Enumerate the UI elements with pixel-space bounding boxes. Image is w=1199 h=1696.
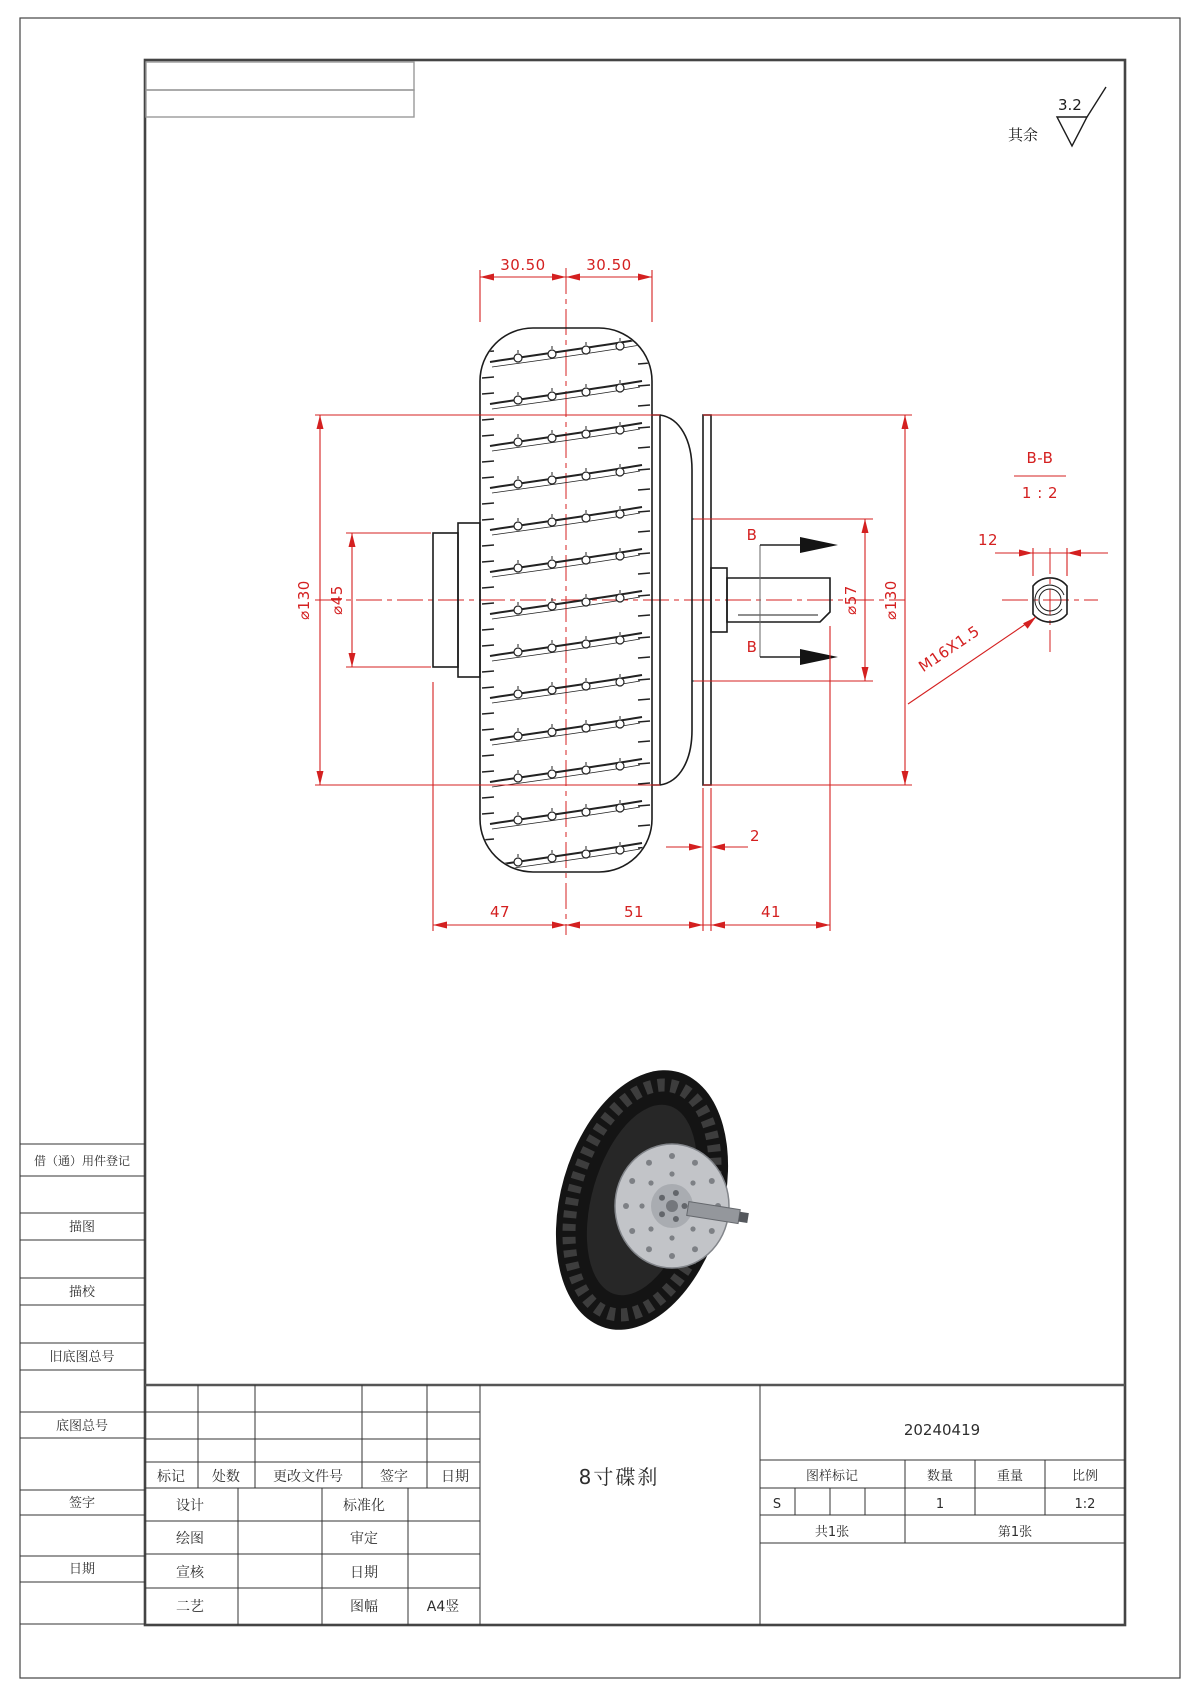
sign-process: 二艺	[176, 1599, 204, 1615]
stamp-header-weight: 重量	[996, 1469, 1024, 1484]
dim-dia-57: ⌀57	[842, 585, 860, 615]
title-block	[145, 1385, 1125, 1625]
paper-size: A4竖	[426, 1599, 460, 1615]
sheet-no: 第1张	[997, 1525, 1033, 1540]
tire-tread	[481, 329, 651, 871]
stamp-mark-value: S	[772, 1497, 782, 1512]
margin-label-trace-check: 描校	[68, 1285, 96, 1300]
cut-letter-top: B	[746, 526, 758, 544]
dim-dia-130-right: ⌀130	[882, 580, 900, 620]
margin-label-signature: 签字	[68, 1496, 96, 1511]
surface-note-prefix: 其余	[1008, 126, 1039, 144]
sign-check: 宣核	[176, 1565, 204, 1581]
dim-disc-thickness: 2	[750, 827, 761, 845]
surface-roughness-note	[1008, 87, 1106, 146]
rev-header-mark: 标记	[157, 1469, 185, 1485]
margin-label-borrow: 借（通）用件登记	[33, 1154, 131, 1168]
cut-letter-bottom: B	[746, 638, 758, 656]
left-margin-column	[20, 1144, 145, 1624]
section-title: B-B	[1026, 449, 1054, 467]
dim-dia-130-left: ⌀130	[295, 580, 313, 620]
sign-design: 设计	[176, 1498, 204, 1514]
stamp-qty-value: 1	[935, 1497, 945, 1512]
dim-top-left: 30.50	[500, 256, 546, 274]
section-scale: 1 : 2	[1021, 484, 1059, 502]
sign-approve: 审定	[350, 1531, 378, 1547]
stamp-header-mark: 图样标记	[805, 1469, 859, 1484]
top-left-box-2	[146, 90, 414, 117]
dim-top-right: 30.50	[586, 256, 632, 274]
drawing-title: 8寸碟刹	[578, 1465, 660, 1489]
dim-47: 47	[489, 903, 511, 921]
thread-callout: M16X1.5	[915, 621, 984, 676]
dim-41: 41	[760, 903, 782, 921]
render-3d-wheel	[527, 1050, 756, 1350]
sign-date: 日期	[350, 1565, 378, 1581]
top-left-box-1	[146, 62, 414, 90]
rev-header-date: 日期	[441, 1469, 469, 1485]
dim-51: 51	[623, 903, 645, 921]
sign-standardize: 标准化	[343, 1498, 385, 1514]
stamp-scale-value: 1:2	[1074, 1497, 1096, 1512]
margin-label-trace: 描图	[68, 1220, 96, 1235]
margin-label-base-no: 底图总号	[55, 1419, 109, 1434]
rev-header-sign: 签字	[380, 1469, 408, 1485]
section-view-bb	[908, 449, 1108, 704]
dim-section-width: 12	[977, 531, 999, 549]
section-arrow-top	[800, 537, 838, 553]
roughness-symbol-icon	[1057, 117, 1087, 146]
sheet-total: 共1张	[814, 1525, 850, 1540]
dim-dia-45: ⌀45	[328, 585, 346, 615]
section-arrow-bottom	[800, 649, 838, 665]
stamp-header-qty: 数量	[926, 1469, 954, 1484]
stamp-header-scale: 比例	[1071, 1469, 1099, 1484]
drawing-date: 20240419	[903, 1421, 981, 1439]
rev-header-count: 处数	[212, 1469, 240, 1485]
rev-header-docno: 更改文件号	[273, 1469, 343, 1485]
sign-draw: 绘图	[176, 1531, 204, 1547]
margin-label-old-base-no: 旧底图总号	[49, 1350, 115, 1365]
surface-roughness-value: 3.2	[1058, 96, 1082, 114]
margin-label-date: 日期	[68, 1562, 96, 1577]
sign-paper-label: 图幅	[350, 1599, 378, 1615]
render-brake-rotor	[615, 1144, 749, 1268]
